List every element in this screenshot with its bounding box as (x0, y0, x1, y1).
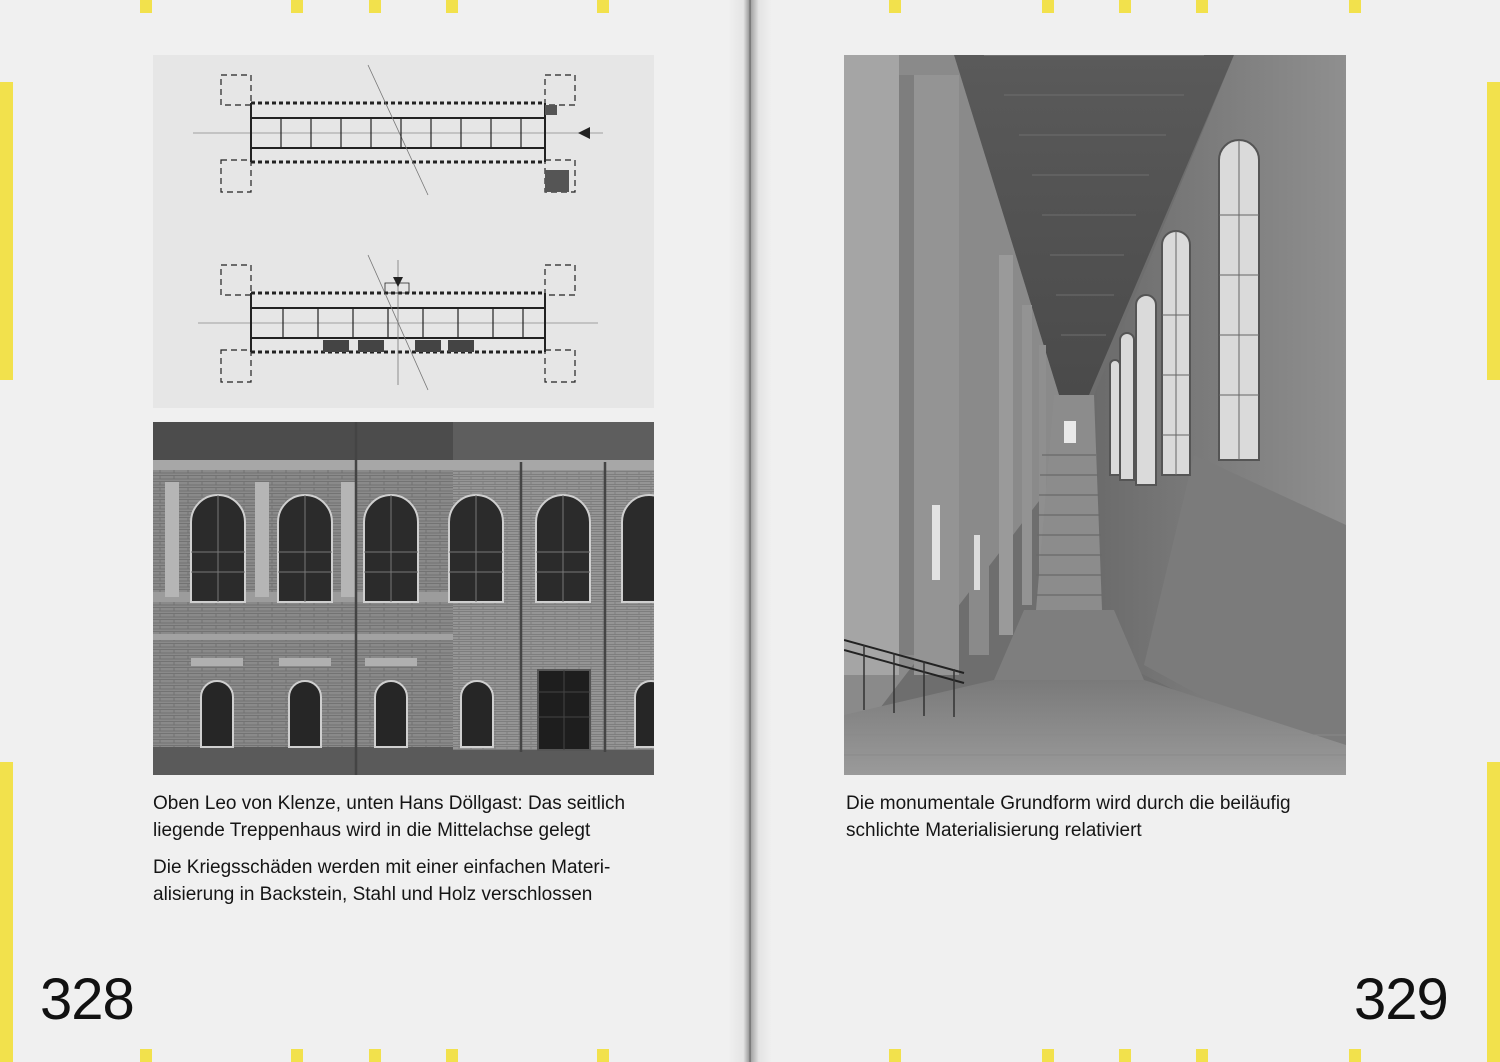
edge-mark (1042, 1049, 1054, 1062)
left-caption (153, 790, 663, 918)
edge-mark (446, 1049, 458, 1062)
book-gutter (728, 0, 772, 1062)
edge-mark (140, 0, 152, 13)
caption-facade: Die Kriegsschäden werden mit einer einfachen Materialisierung in Backstein, Stahl und Holz verschlossen (153, 857, 611, 905)
staircase-hall-photo (844, 55, 1346, 775)
edge-mark (446, 0, 458, 13)
edge-mark (1349, 1049, 1361, 1062)
edge-mark (1196, 1049, 1208, 1062)
edge-mark (1042, 0, 1054, 13)
edge-mark (291, 1049, 303, 1062)
edge-mark (291, 0, 303, 13)
edge-mark (140, 1049, 152, 1062)
edge-mark (0, 82, 13, 380)
edge-mark (597, 1049, 609, 1062)
edge-mark (369, 0, 381, 13)
edge-mark (1196, 0, 1208, 13)
edge-mark (369, 1049, 381, 1062)
edge-mark (1487, 762, 1500, 1062)
edge-mark (889, 0, 901, 13)
caption-plans: Oben Leo von Klenze, unten Hans Döllgast: Das seitlich liegende Treppenhaus wird in die Mittelachse gelegt (153, 793, 626, 841)
edge-mark (0, 762, 13, 1062)
edge-mark (1349, 0, 1361, 13)
right-page (752, 0, 1500, 1062)
plan-lower (198, 255, 598, 390)
right-caption: Die monumentale Grundform wird durch die beiläufig schlichte Materialisierung relativiert (846, 793, 1291, 841)
edge-mark (1119, 0, 1131, 13)
edge-mark (889, 1049, 901, 1062)
plan-upper (193, 65, 603, 195)
page-number-left: 328 (40, 967, 134, 1032)
page-number-right: 329 (1354, 967, 1448, 1032)
facade-photo (153, 422, 654, 775)
edge-mark (597, 0, 609, 13)
left-page (0, 0, 748, 1062)
edge-mark (1487, 82, 1500, 380)
floor-plans-figure (153, 55, 654, 408)
edge-mark (1119, 1049, 1131, 1062)
